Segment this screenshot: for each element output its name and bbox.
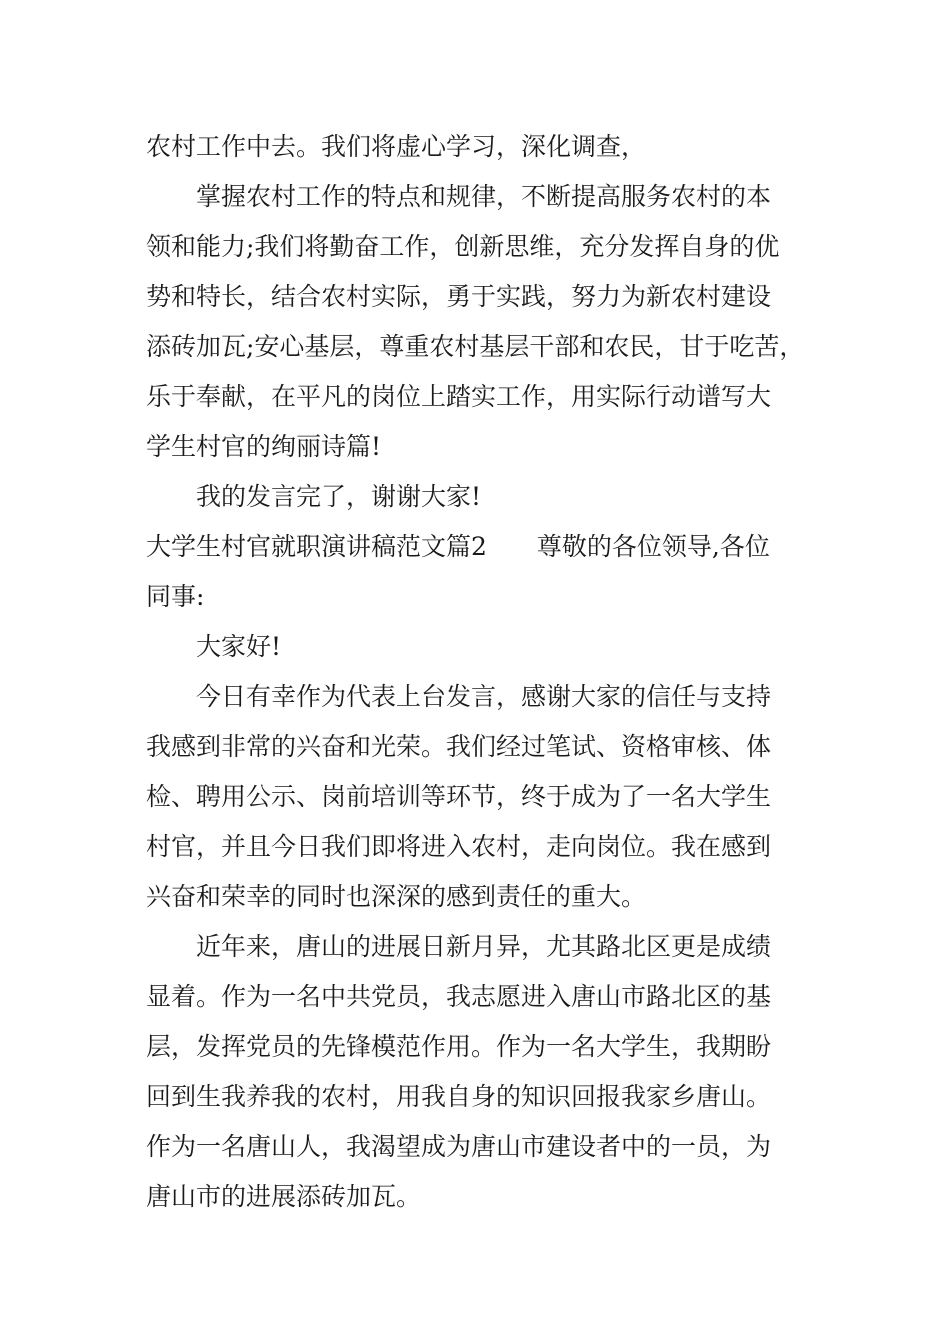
text-line: 同事: [146,582,205,611]
text-line: 回到生我养我的农村，用我自身的知识回报我家乡唐山。 [146,1082,772,1111]
text-line: 大家好! [146,632,282,661]
text-line: 乐于奉献，在平凡的岗位上踏实工作，用实际行动谱写大 [146,382,772,411]
text-line: 添砖加瓦;安心基层，尊重农村基层干部和农民，甘于吃苦， [146,332,805,361]
text-line: 掌握农村工作的特点和规律，不断提高服务农村的本 [146,182,772,211]
text-line: 我的发言完了，谢谢大家! [146,482,482,511]
text-line: 势和特长，结合农村实际，勇于实践，努力为新农村建设 [146,282,772,311]
text-line: 农村工作中去。我们将虚心学习，深化调查， [146,132,647,161]
text-line: 学生村官的绚丽诗篇! [146,432,382,461]
document-body [146,122,816,1222]
text-line: 显着。作为一名中共党员，我志愿进入唐山市路北区的基 [146,982,772,1011]
text-line: 层，发挥党员的先锋模范作用。作为一名大学生，我期盼 [146,1032,772,1061]
text-line: 我感到非常的兴奋和光荣。我们经过笔试、资格审核、体 [146,732,772,761]
text-line: 兴奋和荣幸的同时也深深的感到责任的重大。 [146,882,647,911]
text-line: 今日有幸作为代表上台发言，感谢大家的信任与支持 [146,682,772,711]
text-line: 近年来，唐山的进展日新月异，尤其路北区更是成绩 [146,932,772,961]
text-line: 领和能力;我们将勤奋工作，创新思维，充分发挥自身的优 [146,232,780,261]
text-line: 唐山市的进展添砖加瓦。 [146,1182,422,1211]
text-line: 村官，并且今日我们即将进入农村，走向岗位。我在感到 [146,832,772,861]
text-line: 检、聘用公示、岗前培训等环节，终于成为了一名大学生 [146,782,772,811]
text-line: 作为一名唐山人，我渴望成为唐山市建设者中的一员，为 [146,1132,772,1161]
section-heading-line: 大学生村官就职演讲稿范文篇2 尊敬的各位领导,各位 [146,532,770,561]
